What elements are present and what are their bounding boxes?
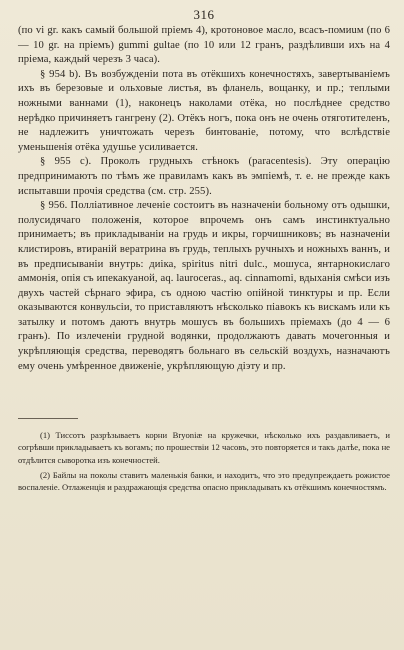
page-number: 316: [193, 7, 215, 22]
paragraph-continuation: (по vi gr. какъ самый большой пріемъ 4), кротоновое масло, всасъ-помиuм (по 6 — 10 gr. на пріемъ) gummi gultae (по 10 или 12 гранъ, раздѣливши ихъ на 4 пріема, каждый черезъ 3 часа).: [18, 25, 390, 66]
footnote-2: (2) Байлы на поколы ставитъ маленькія банки, и находитъ, что это предупреждаетъ рожистое воспаленіе. Отлаженція и раздражающія средства опасно прикладывать къ отёкшимъ конечностямъ.: [18, 469, 390, 493]
paragraph-954b: § 954 b). Въ возбужденіи пота въ отёкшихъ конечностяхъ, завертываніемъ ихъ въ березовые и ольховые листья, въ фланель, вощанку, и пр.; теплыми ножными ваннами (1), наконецъ наколами отёка, но послѣднее средство нерѣдко причиняетъ гангрену (2). Отёкъ ногъ, пока онъ не очень отяготителенъ, не надлежитъ уничтожать черезъ бинтованіе, потому, что вслѣдствіе уменьшенія отёка удушье усиливается.: [18, 68, 390, 153]
footnotes: [18, 429, 390, 493]
paragraph-956: § 956. Полліативное леченіе состоитъ въ назначеніи больному отъ одышки, полусидячаго положенія, которое впрочемъ онъ самъ инстинктуально принимаетъ; въ прикладываніи на грудь и икры, горчишниковъ; въ назначеніи клистировъ, втираній вератрина въ грудь, теплыхъ ручныхъ и ножныхъ ваннъ, и въ предписываніи внутрь: диіка, spiritus nitri dulc., мошуса, янтарнокислаго аммонія, опія съ ипекакуаной, aq. laurocerаs., aq. cinnamomi, вдыханія смѣси изъ двухъ частей сѣрнаго эфира, съ одною частію опійной тинктуры и пр. Если оказываются конвульсіи, то приставляютъ нѣсколько піавокъ къ вискамъ или къ затылку и потомъ даютъ внутрь мошусъ въ большихъ пріемахъ (до 4 — 6 гранъ). По излеченіи грудной водянки, продолжаютъ давать мочегонныя и укрѣпляющія средства, переводятъ больнаго въ сельскій воздухъ, назначаютъ ему очень умѣренное движеніе, укрѣпляющую діэту и пр.: [18, 200, 390, 372]
paragraph-955c: § 955 с). Проколъ грудныхъ стѣнокъ (paracentesis). Эту операцію предпринимаютъ по тѣмъ же правиламъ какъ въ эмпіемѣ, т. е. не прежде какъ испытавши прочія средства (см. стр. 255).: [18, 156, 390, 197]
footnote-1: (1) Тиссотъ разрѣзываетъ корни Bryoniæ на кружечки, нѣсколько ихъ раздавливаетъ, и согрѣвши прикладываетъ къ вогамъ; по прошествіи 12 часовъ, это повторяется и такъ далѣе, пока не отдѣлится сыворотка изъ конечностей.: [18, 430, 390, 465]
main-text: [18, 24, 390, 374]
footnote-divider: [18, 418, 78, 419]
